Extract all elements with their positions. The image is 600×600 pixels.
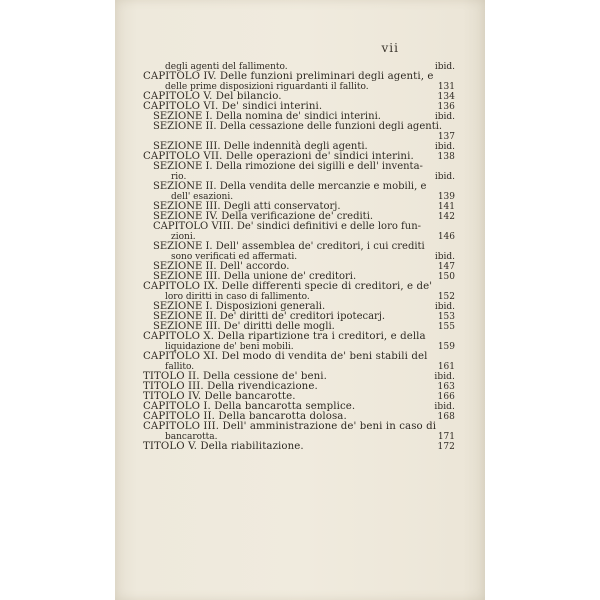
toc-entry — [143, 332, 455, 342]
toc-entry-title: TITOLO III. Della rivendicazione. — [143, 381, 318, 392]
toc-entry-title: liquidazione de' beni mobili. — [165, 342, 294, 352]
toc-entry-title: CAPITOLO VI. De' sindici interini. — [143, 101, 323, 112]
toc-entry-title: CAPITOLO I. Della bancarotta semplice. — [143, 401, 356, 412]
toc-entry-page: 131 — [437, 82, 455, 92]
toc-entry-page: 150 — [437, 272, 455, 282]
toc-entry-title: SEZIONE I. Dell' assemblea de' creditori, i cui crediti — [153, 241, 425, 252]
toc-entry-title: CAPITOLO IV. Delle funzioni preliminari degli agenti, e — [143, 71, 434, 82]
toc-entry-page: ibid. — [434, 252, 455, 262]
toc-entry-page: 134 — [437, 92, 455, 102]
toc-entry-title: CAPITOLO V. Del bilancio. — [143, 91, 282, 102]
toc-entry — [143, 222, 455, 232]
toc-entry-page: 172 — [437, 442, 455, 452]
toc-entry-title: SEZIONE IV. Della verificazione de' crediti. — [153, 211, 374, 222]
toc-entry-page: 152 — [437, 292, 455, 302]
toc-entry — [143, 442, 455, 452]
toc-entry-title: TITOLO V. Della riabilitazione. — [143, 441, 304, 452]
toc-entry-page: 146 — [437, 232, 455, 242]
toc-entry-page: 153 — [437, 312, 455, 322]
toc-entry-title: delle prime disposizioni riguardanti il fallito. — [165, 82, 369, 92]
toc-entry-title: TITOLO II. Della cessione de' beni. — [143, 371, 327, 382]
toc-entry — [143, 122, 455, 132]
toc-entry-page: 136 — [437, 102, 455, 112]
toc-entry — [143, 422, 455, 432]
toc-entry-title: TITOLO IV. Delle bancarotte. — [143, 391, 296, 402]
toc-entry — [143, 282, 455, 292]
toc-entry-page: 139 — [437, 192, 455, 202]
toc-entry-page: ibid. — [434, 172, 455, 182]
toc-entry-title: SEZIONE III. Della unione de' creditori. — [153, 271, 357, 282]
toc-entry-page: 138 — [437, 152, 455, 162]
toc-entry-page: 166 — [437, 392, 455, 402]
toc-entry-title: CAPITOLO VIII. De' sindici definitivi e delle loro fun- — [153, 221, 422, 232]
toc-entry-title: SEZIONE I. Della rimozione dei sigilli e dell' inventa- — [153, 161, 423, 172]
book-page — [115, 0, 485, 600]
toc-entry-title: CAPITOLO IX. Delle differenti specie di creditori, e de' — [143, 281, 433, 292]
toc-entry-page: ibid. — [434, 112, 455, 122]
toc-entry-page: 141 — [437, 202, 455, 212]
toc-entry-title: SEZIONE II. Della cessazione delle funzioni degli agenti. — [153, 121, 443, 132]
table-of-contents — [143, 62, 455, 452]
toc-entry-page: 161 — [437, 362, 455, 372]
toc-entry-page: 171 — [437, 432, 455, 442]
toc-entry-title: zioni. — [171, 232, 196, 242]
toc-entry-title: rio. — [171, 172, 187, 182]
toc-entry-page: 163 — [437, 382, 455, 392]
toc-entry-page: 147 — [437, 262, 455, 272]
toc-entry-page: 137 — [437, 132, 455, 142]
page-number: vii — [381, 41, 399, 55]
toc-entry-title: SEZIONE III. Degli atti conservatorj. — [153, 201, 341, 212]
toc-entry-page: 155 — [437, 322, 455, 332]
toc-entry-page: ibid. — [434, 62, 455, 72]
toc-entry-title: bancarotta. — [165, 432, 218, 442]
toc-entry-title: degli agenti del fallimento. — [165, 62, 288, 72]
toc-entry — [143, 182, 455, 192]
toc-entry-page: 142 — [437, 212, 455, 222]
toc-entry-title: SEZIONE I. Disposizioni generali. — [153, 301, 326, 312]
toc-entry-page: ibid. — [434, 372, 455, 382]
toc-entry-title: CAPITOLO XI. Del modo di vendita de' beni stabili del — [143, 351, 428, 362]
toc-entry-title: CAPITOLO VII. Delle operazioni de' sindici interini. — [143, 151, 414, 162]
toc-entry-title: CAPITOLO III. Dell' amministrazione de' beni in caso di — [143, 421, 437, 432]
toc-entry-page: ibid. — [434, 402, 455, 412]
toc-entry-title: loro diritti in caso di fallimento. — [165, 292, 310, 302]
toc-entry-title: SEZIONE I. Della nomina de' sindici interini. — [153, 111, 381, 122]
toc-entry-title: SEZIONE III. Delle indennità degli agenti. — [153, 141, 368, 152]
toc-entry — [143, 162, 455, 172]
toc-entry-page: ibid. — [434, 302, 455, 312]
toc-entry — [143, 242, 455, 252]
toc-entry-title: CAPITOLO II. Della bancarotta dolosa. — [143, 411, 347, 422]
toc-entry — [143, 72, 455, 82]
toc-entry-title: sono verificati ed affermati. — [171, 252, 298, 262]
toc-entry-page: 168 — [437, 412, 455, 422]
toc-entry-title: SEZIONE II. Dell' accordo. — [153, 261, 290, 272]
toc-entry-title: SEZIONE II. De' diritti de' creditori ipotecarj. — [153, 311, 386, 322]
toc-entry-title: CAPITOLO X. Della ripartizione tra i creditori, e della — [143, 331, 426, 342]
toc-entry-page: ibid. — [434, 142, 455, 152]
toc-entry-title: fallito. — [165, 362, 195, 372]
toc-entry-title: SEZIONE III. De' diritti delle mogli. — [153, 321, 335, 332]
toc-entry — [143, 352, 455, 362]
toc-entry-page: 159 — [437, 342, 455, 352]
toc-entry-title: SEZIONE II. Della vendita delle mercanzie e mobili, e — [153, 181, 427, 192]
toc-entry-title: dell' esazioni. — [171, 192, 234, 202]
